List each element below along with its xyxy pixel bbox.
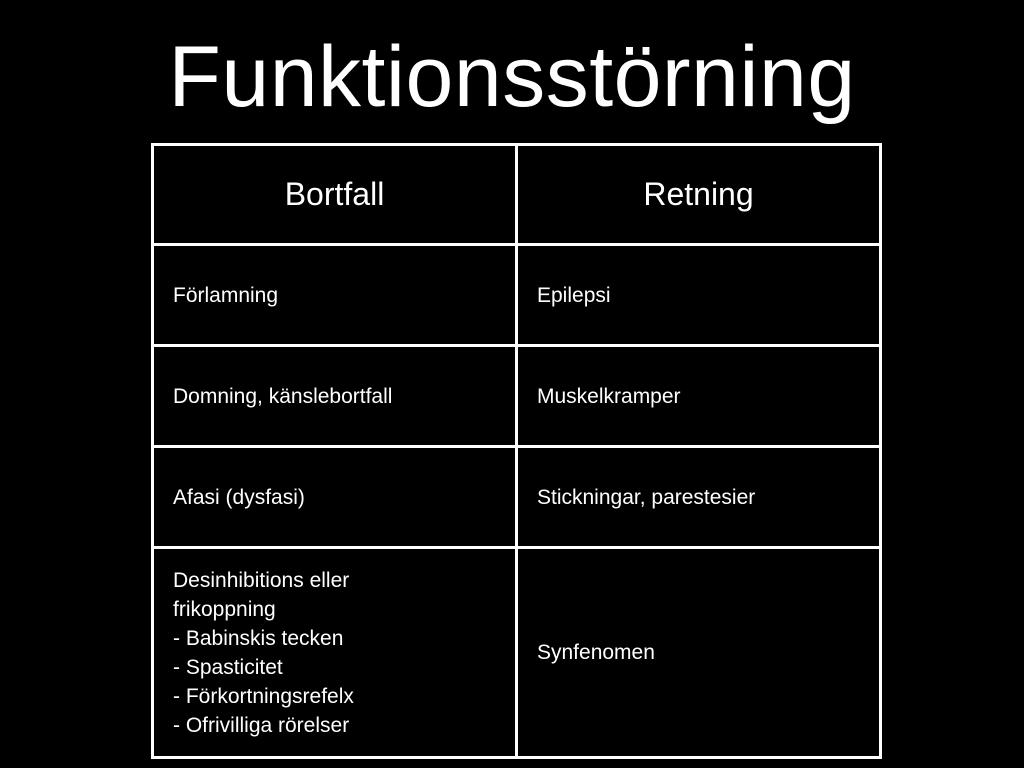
bortfall-line: Desinhibitions eller bbox=[173, 568, 350, 592]
table-row bbox=[153, 447, 881, 548]
table-row bbox=[153, 245, 881, 346]
bortfall-line: - Spasticitet bbox=[173, 655, 283, 679]
comparison-table bbox=[151, 143, 882, 759]
table-row bbox=[153, 548, 881, 758]
bortfall-lines bbox=[173, 281, 507, 310]
header-cell-retning bbox=[517, 145, 881, 245]
bortfall-line: frikoppning bbox=[173, 597, 276, 621]
bortfall-line: Domning, känslebortfall bbox=[173, 384, 393, 408]
retning-cell: Synfenomen bbox=[517, 548, 881, 758]
slide-title: Funktionsstörning bbox=[168, 29, 856, 125]
bortfall-line: - Babinskis tecken bbox=[173, 626, 344, 650]
table-header-row bbox=[153, 145, 881, 245]
bortfall-cell bbox=[153, 548, 517, 758]
retning-cell: Stickningar, parestesier bbox=[517, 447, 881, 548]
bortfall-lines bbox=[173, 382, 507, 411]
bortfall-cell bbox=[153, 245, 517, 346]
table-row bbox=[153, 346, 881, 447]
bortfall-line: - Förkortningsrefelx bbox=[173, 684, 354, 708]
bortfall-line: Afasi (dysfasi) bbox=[173, 485, 305, 509]
bortfall-lines bbox=[173, 566, 507, 740]
retning-cell: Muskelkramper bbox=[517, 346, 881, 447]
comparison-table-container bbox=[151, 143, 882, 759]
bortfall-line: - Ofrivilliga rörelser bbox=[173, 713, 350, 737]
header-cell-bortfall bbox=[153, 145, 517, 245]
bortfall-line: Förlamning bbox=[173, 283, 279, 307]
bortfall-cell bbox=[153, 346, 517, 447]
retning-cell: Epilepsi bbox=[517, 245, 881, 346]
header-label-bortfall: Bortfall bbox=[284, 176, 385, 212]
bortfall-lines bbox=[173, 483, 507, 512]
bortfall-cell bbox=[153, 447, 517, 548]
header-label-retning: Retning bbox=[643, 176, 754, 212]
